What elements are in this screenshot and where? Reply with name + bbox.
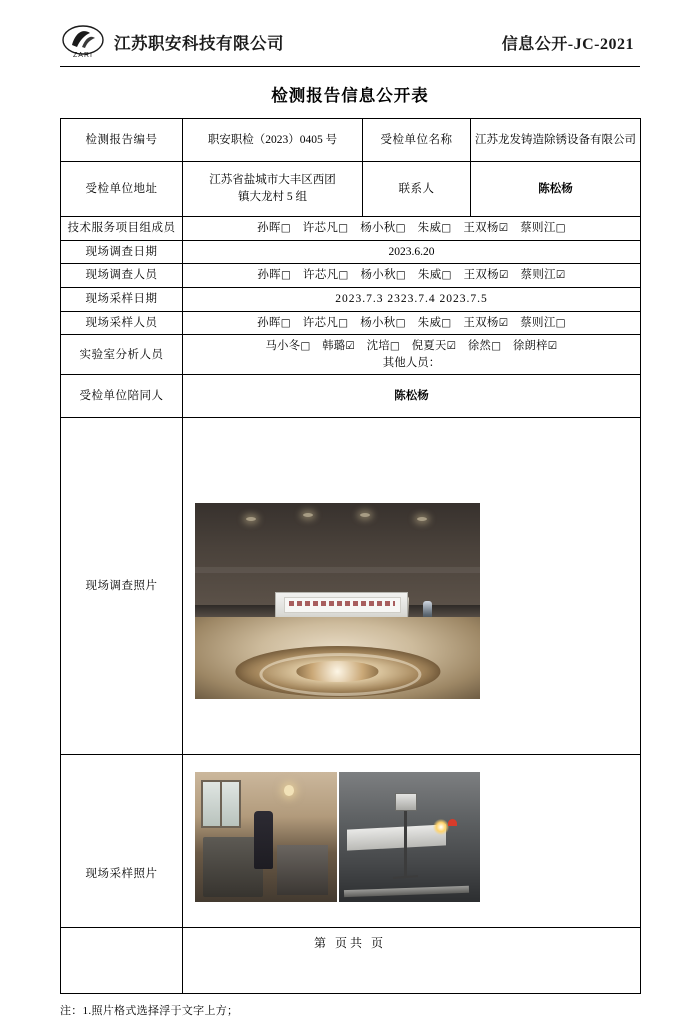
brand: [60, 23, 284, 61]
sampling-staff-checkbox[interactable]: ☑: [498, 316, 509, 329]
lab-staff-name: 马小冬: [265, 340, 301, 353]
survey-staff-label: 现场调查人员: [61, 264, 183, 288]
team-member-name: 朱威: [417, 222, 442, 234]
survey-staff-checkbox[interactable]: □: [441, 269, 452, 282]
sampling-staff-item: [418, 317, 452, 329]
survey-staff-item: [360, 269, 406, 281]
escort-label: 受检单位陪同人: [61, 375, 183, 418]
sampling-staff-label: 现场采样人员: [61, 311, 183, 335]
survey-staff-item: [418, 269, 452, 281]
sampling-staff-name: 王双杨: [463, 316, 499, 329]
team-member-checkbox[interactable]: □: [338, 222, 349, 234]
lab-staff-checkbox[interactable]: ☑: [345, 340, 356, 353]
team-member-checkbox[interactable]: □: [555, 222, 566, 234]
team-member-checkbox[interactable]: ☑: [498, 222, 509, 234]
page-title: 检测报告信息公开表: [271, 86, 429, 105]
table-row: [61, 240, 641, 264]
sampling-staff-name: 孙晖: [257, 316, 281, 329]
survey-staff-name: 许芯凡: [303, 269, 339, 282]
lab-staff-label: 实验室分析人员: [61, 335, 183, 375]
survey-staff-cell: [183, 264, 641, 288]
table-row: [61, 375, 641, 418]
lab-staff-checkbox[interactable]: □: [389, 340, 401, 353]
table-row: [61, 335, 641, 375]
sampling-staff-checkbox[interactable]: □: [338, 316, 349, 329]
survey-staff-name: 朱威: [417, 269, 442, 282]
address-value: [183, 162, 363, 217]
page-footer: [60, 927, 640, 951]
other-staff-label: 其他人员：: [382, 356, 441, 369]
table-row: [61, 311, 641, 335]
sampling-staff-name: 杨小秋: [360, 316, 396, 329]
team-member-name: 王双杨: [463, 222, 499, 234]
survey-staff-checkbox[interactable]: □: [338, 269, 349, 282]
contact-label: 联系人: [363, 162, 471, 217]
footer-divider: [60, 927, 640, 928]
lab-staff-checkbox[interactable]: □: [491, 340, 502, 353]
table-row: [61, 264, 641, 288]
lab-staff-name: 倪夏天: [411, 340, 447, 353]
table-row-sampling-photo: [61, 755, 641, 994]
team-member-name: 蔡则江: [520, 222, 556, 234]
table-row: [61, 162, 641, 217]
client-name-label: 受检单位名称: [363, 119, 471, 162]
table-row: [61, 119, 641, 162]
team-member-checkbox[interactable]: □: [395, 222, 406, 234]
sampling-date-label: 现场采样日期: [61, 288, 183, 312]
lab-staff-list: [187, 338, 636, 354]
lab-staff-checkbox[interactable]: ☑: [446, 340, 457, 353]
survey-staff-name: 蔡则江: [520, 269, 556, 282]
lab-staff-cell: [183, 335, 641, 375]
sampling-staff-name: 蔡则江: [520, 316, 556, 329]
sampling-staff-item: [360, 317, 406, 329]
survey-staff-name: 杨小秋: [360, 269, 396, 282]
page-header: [60, 0, 640, 62]
survey-date-label: 现场调查日期: [61, 240, 183, 264]
address-line-2: 镇大龙村 5 组: [238, 191, 307, 203]
survey-staff-checkbox[interactable]: ☑: [498, 269, 509, 282]
lab-staff-item: [468, 340, 501, 352]
table-row: [61, 288, 641, 312]
lab-staff-item: [322, 340, 355, 352]
survey-staff-item: [303, 269, 349, 281]
lab-staff-checkbox[interactable]: □: [300, 340, 311, 353]
sampling-staff-checkbox[interactable]: □: [280, 316, 291, 329]
contact-value: 陈松杨: [471, 162, 641, 217]
survey-staff-checkbox[interactable]: □: [280, 269, 292, 282]
page-number: 第 页共 页: [313, 936, 386, 950]
sampling-date-value: 2023.7.3 2323.7.4 2023.7.5: [183, 288, 641, 312]
table-row-survey-photo: [61, 418, 641, 755]
sampling-staff-item: [463, 317, 508, 329]
sampling-staff-item: [303, 317, 349, 329]
team-member-name: 许芯凡: [302, 222, 339, 234]
report-info-table: [60, 118, 641, 994]
team-member-item: [303, 222, 349, 234]
team-member-item: [463, 222, 508, 234]
survey-staff-item: [464, 269, 509, 281]
address-label: 受检单位地址: [61, 162, 183, 217]
lab-staff-name: 徐朗梓: [512, 340, 548, 353]
survey-staff-item: [521, 269, 566, 281]
survey-date-value: 2023.6.20: [183, 240, 641, 264]
document-code: 信息公开-JC-2021: [501, 35, 634, 53]
sampling-staff-cell: [183, 311, 641, 335]
team-member-name: 杨小秋: [360, 222, 396, 234]
team-member-item: [418, 222, 452, 234]
team-member-item: [360, 222, 406, 234]
footnote: 注：1.照片格式选择浮于文字上方；: [60, 1005, 239, 1018]
lab-staff-item: [412, 340, 457, 352]
survey-staff-checkbox[interactable]: □: [395, 269, 407, 282]
sampling-staff-item: [520, 317, 566, 329]
company-logo-icon: [60, 23, 106, 61]
survey-photo-image: [187, 421, 636, 751]
report-no-value: 职安职检（2023）0405 号: [183, 119, 363, 162]
survey-staff-name: 孙晖: [257, 269, 281, 282]
survey-staff-item: [257, 269, 291, 281]
sampling-staff-item: [257, 317, 291, 329]
survey-staff-checkbox[interactable]: ☑: [555, 269, 566, 282]
sampling-staff-name: 朱威: [417, 316, 442, 329]
sampling-photo-cell: [183, 755, 641, 994]
sampling-photo-image: [187, 758, 636, 990]
company-name: 江苏职安科技有限公司: [114, 34, 284, 53]
client-name-value: 江苏龙发铸造除锈设备有限公司: [471, 119, 641, 162]
survey-photo-cell: [183, 418, 641, 755]
lab-staff-name: 韩璐: [322, 340, 346, 353]
survey-staff-name: 王双杨: [463, 269, 499, 282]
svg-text:ZARI: ZARI: [73, 52, 93, 59]
sampling-staff-name: 许芯凡: [302, 316, 339, 329]
team-member-item: [257, 222, 291, 234]
team-members-cell: [183, 217, 641, 241]
lab-staff-item: [266, 340, 311, 352]
escort-value: 陈松杨: [183, 375, 641, 418]
lab-staff-item: [367, 340, 400, 352]
table-row: [61, 217, 641, 241]
lab-staff-name: 徐然: [467, 340, 492, 353]
sampling-staff-checkbox[interactable]: □: [395, 316, 406, 329]
sampling-photo-label: 现场采样照片: [61, 755, 183, 994]
lab-staff-name: 沈培: [366, 340, 390, 353]
header-divider: [60, 66, 640, 67]
sampling-staff-checkbox[interactable]: □: [555, 316, 566, 329]
lab-staff-checkbox[interactable]: ☑: [547, 340, 558, 353]
lab-staff-item: [513, 340, 558, 352]
team-label: 技术服务项目组成员: [61, 217, 183, 241]
sampling-staff-checkbox[interactable]: □: [441, 316, 452, 329]
team-member-item: [520, 222, 566, 234]
team-member-checkbox[interactable]: □: [280, 222, 291, 234]
team-member-name: 孙晖: [257, 222, 281, 234]
survey-photo-label: 现场调查照片: [61, 418, 183, 755]
team-member-checkbox[interactable]: □: [441, 222, 452, 234]
address-line-1: 江苏省盐城市大丰区西团: [209, 174, 336, 187]
report-no-label: 检测报告编号: [61, 119, 183, 162]
